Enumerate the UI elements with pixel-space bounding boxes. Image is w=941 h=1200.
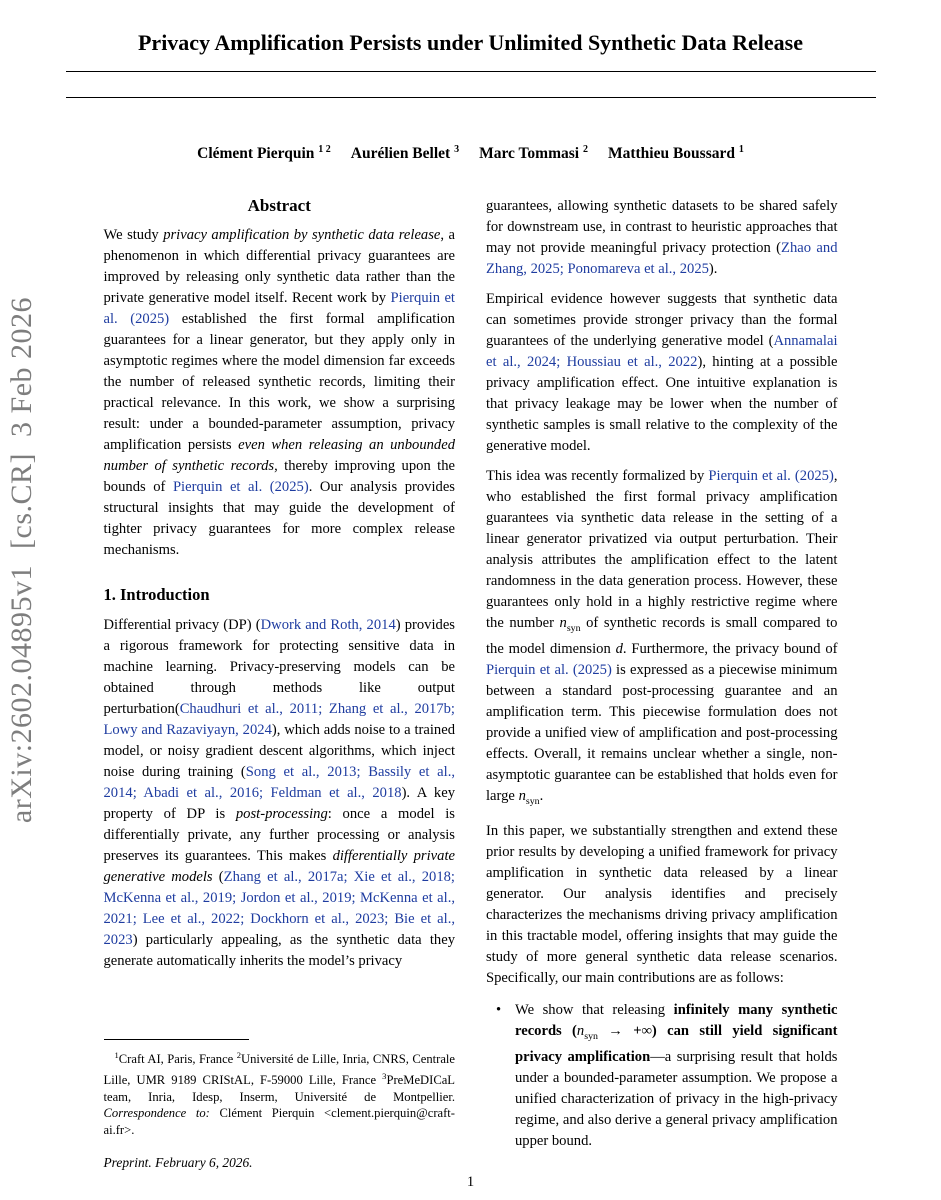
abstract-paragraph: We study privacy amplification by synthetic data release, a phenomenon in which differential privacy guarantees are improved by releasing only synthetic data rather than the private generative model itself. Recent work by Pierquin et al. (2025) established the first formal amplification guarantees for a linear generator, but they apply only in asymptotic regimes where the model dimension far exceeds the number of released synthetic records, limiting their practical relevance. In this work, we show a surprising result: under a bounded-parameter assumption, privacy amplification persists even when releasing an unbounded number of synthetic records, thereby improving upon the bounds of Pierquin et al. (2025). Our analysis provides structural insights that may guide the development of tighter privacy guarantees for more complex release mechanisms. [103,227,455,559]
citation-link[interactable]: Pierquin et al. (2025) [486,662,612,679]
body-paragraph: guarantees, allowing synthetic datasets to be shared safely for downstream use, in contrast to heuristic approaches that may not provide meaningful privacy protection (Zhao and Zhang, 2025; Ponomareva et al., 2025). [486,198,838,278]
left-column [104,196,456,1171]
arxiv-watermark: arXiv:2602.04895v1 [cs.CR] 3 Feb 2026 [5,296,38,824]
citation-link[interactable]: Zhang et al., 2017a; Xie et al., 2018; McKenna et al., 2019; Jordon et al., 2019; McKenna et al., 2021; Lee et al., 2022; Dockhorn et al., 2023; Bie et al., 2023 [103,869,455,949]
citation-link[interactable]: Chaudhuri et al., 2011; Zhang et al., 2017b; Lowy and Razaviyayn, 2024 [103,701,455,739]
footnote-rule [104,1039,249,1040]
introduction-paragraph: Differential privacy (DP) (Dwork and Roth, 2014) provides a rigorous framework for protecting sensitive data in machine learning. Privacy-preserving models can be obtained through methods like output perturbation(Chaudhuri et al., 2011; Zhang et al., 2017b; Lowy and Razaviyayn, 2024), which adds noise to a trained model, or noisy gradient descent algorithms, which inject noise during training (Song et al., 2013; Bassily et al., 2014; Abadi et al., 2016; Feldman et al., 2018). A key property of DP is post-processing: once a model is differentially private, any further processing or analysis preserves its guarantees. This makes differentially private generative models (Zhang et al., 2017a; Xie et al., 2018; McKenna et al., 2019; Jordon et al., 2019; McKenna et al., 2021; Lee et al., 2022; Dockhorn et al., 2023; Bie et al., 2023) particularly appealing, as the synthetic data they generate automatically inherits the model’s privacy [103,617,456,970]
citation-link[interactable]: Zhao and Zhang, 2025; Ponomareva et al., 2025 [486,240,838,278]
abstract-heading: Abstract [247,196,311,216]
title-rule-top [66,71,876,72]
citation-link[interactable]: Annamalai et al., 2024; Houssiau et al., 2022 [486,333,838,371]
right-column [486,196,838,1171]
authors-line [0,140,941,164]
citation-link[interactable]: Dwork and Roth, 2014 [260,617,396,634]
body-paragraph: Empirical evidence however suggests that synthetic data can sometimes provide stronger privacy than the formal guarantees of the underlying generative model (Annamalai et al., 2024; Houssiau et al., 2022), hinting at a possible privacy amplification effect. One intuitive explanation is that privacy leakage may be lower when the number of synthetic samples is small relative to the complexity of the generative model. [486,291,838,455]
author: Aurélien Bellet $^3$ [350,144,460,163]
citation-link[interactable]: Song et al., 2013; Bassily et al., 2014; Abadi et al., 2016; Feldman et al., 2018 [103,764,455,802]
author: Clément Pierquin $^{1 2}$ [197,144,331,163]
section-heading-introduction: 1. Introduction [103,585,210,605]
page-number: 1 [466,1174,475,1190]
citation-link[interactable]: Pierquin et al. (2025) [103,290,455,328]
citation-link[interactable]: Pierquin et al. (2025) [172,479,309,496]
bullet-icon: • [496,1001,502,1018]
two-column-body [104,196,838,1171]
footnote-block [104,1039,456,1171]
paper-title: Privacy Amplification Persists under Unlimited Synthetic Data Release [137,30,804,55]
title-rule-bottom [66,97,876,98]
author: Matthieu Boussard $^1$ [607,144,744,163]
author: Marc Tommasi $^2$ [479,144,588,163]
preprint-note: Preprint. February 6, 2026. [103,1155,253,1171]
affiliations-footnote: $^1$Craft AI, Paris, France $^2$Université de Lille, Inria, CNRS, Centrale Lille, UMR 9189 CRIStAL, F-59000 Lille, France $^3$PreMeDICaL team, Inria, Idesp, Inserm, Université de Montpellier. Correspondence to: Clément Pierquin <clement.pierquin@craft-ai.fr>. [103,1050,455,1137]
citation-link[interactable]: Pierquin et al. (2025) [708,468,834,485]
body-paragraph: In this paper, we substantially strengthen and extend these prior results by developing a unified framework for privacy amplification in synthetic data released by a linear generator. Our analysis identifies and precisely characterizes the mechanisms driving privacy amplification in this tractable model, offering insights that may guide the study of more general synthetic data release scenarios. Specifically, our main contributions are as follows: [486,822,838,986]
contribution-item [486,1000,838,1152]
contribution-text: We show that releasing infinitely many synthetic records ($n_{syn}$ → +∞) can still yield significant privacy amplification—a surprising result that holds under a bounded-parameter assumption. We propose a unified characterization of privacy in the high-privacy regime, and also derive a general privacy amplification upper bound. [515,1001,838,1149]
body-paragraph: This idea was recently formalized by Pierquin et al. (2025), who established the first formal privacy amplification guarantees via synthetic data release in the setting of a linear generator privatized via output perturbation. Their analysis attributes the amplification effect to the latent randomness in the data generation process. However, these guarantees only hold in a highly restrictive regime where the number $n_{syn}$ of synthetic records is small compared to the model dimension d. Furthermore, the privacy bound of Pierquin et al. (2025) is expressed as a piecewise minimum between a standard post-processing guarantee and an amplification term. This piecewise formulation does not provide a unified view of amplification and post-processing effects. Overall, it remains unclear whether a single, non-asymptotic guarantee can be established that holds even for large $n_{syn}$. [486,468,838,807]
